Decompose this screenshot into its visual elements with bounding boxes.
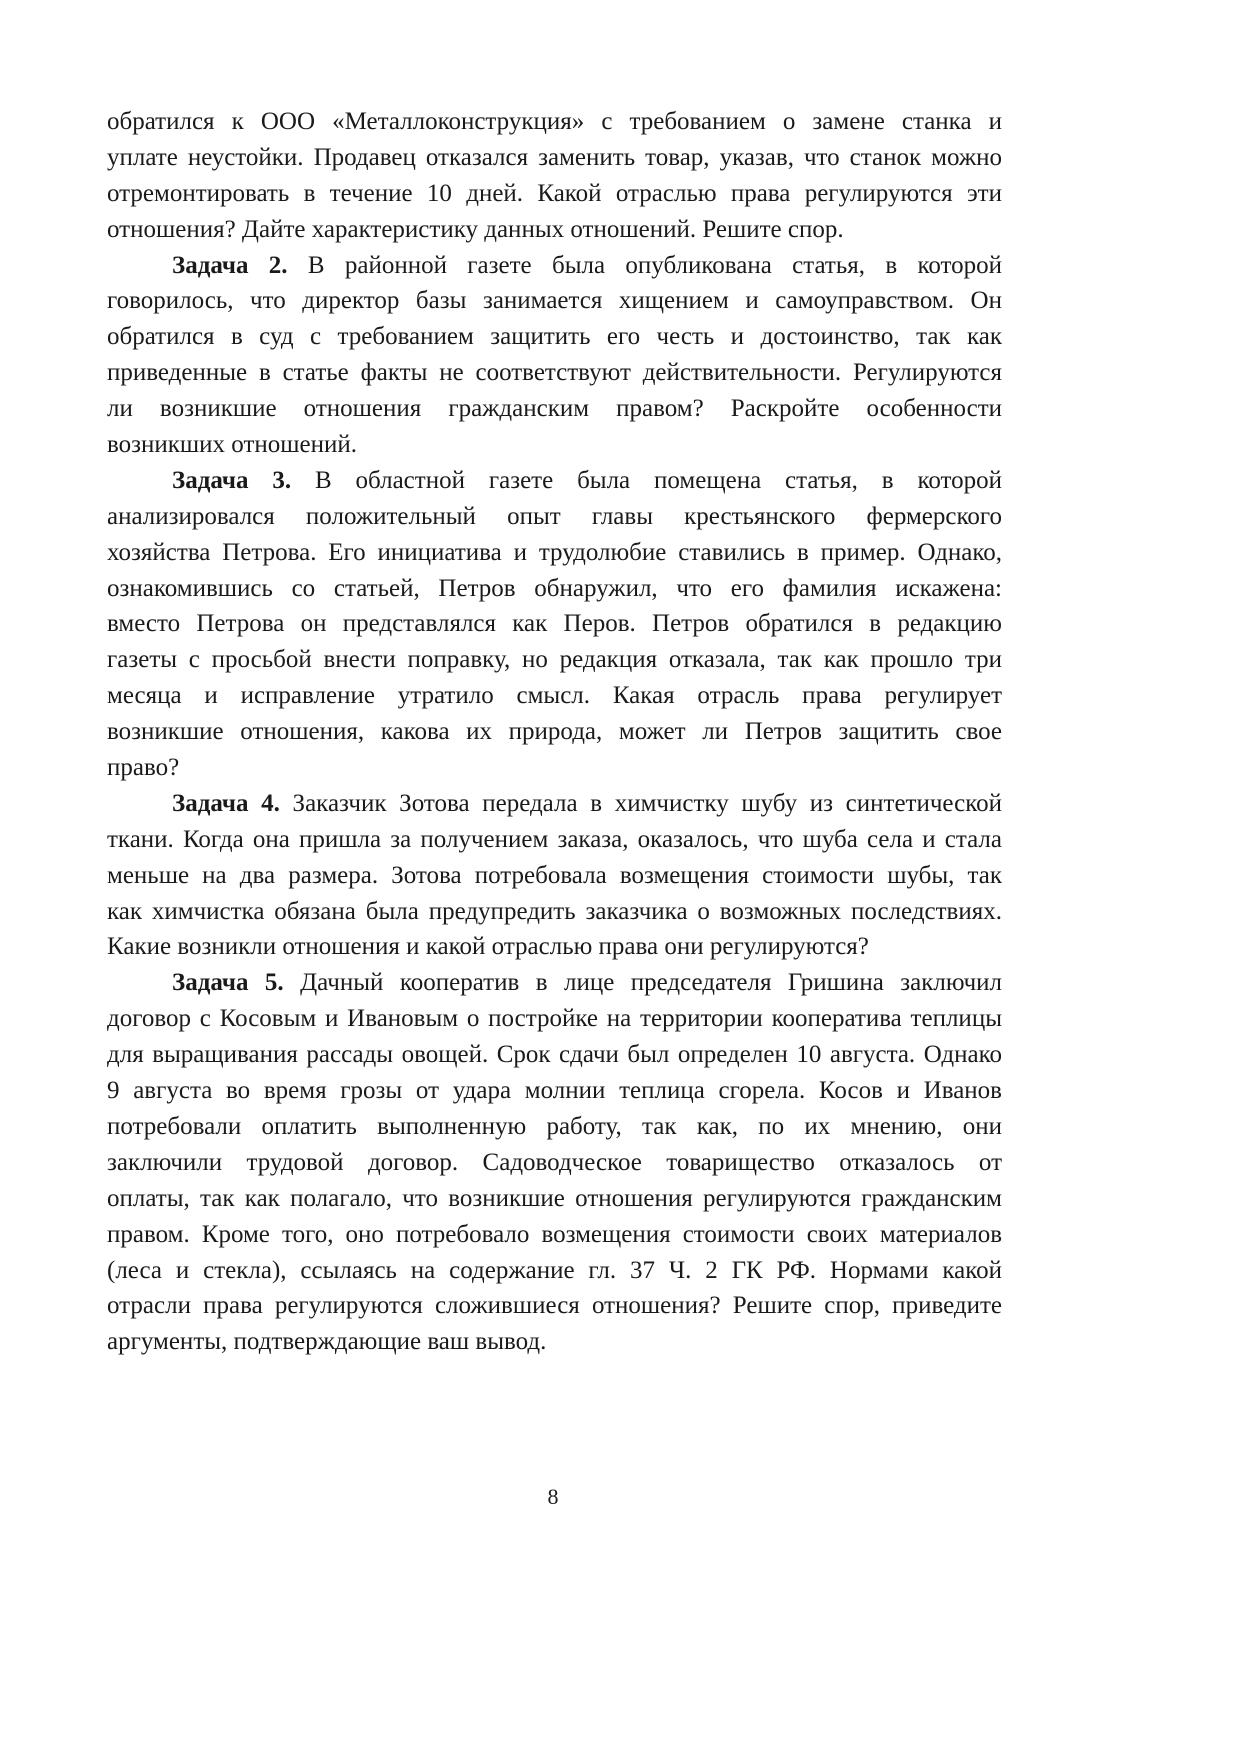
text-line [107, 1217, 1002, 1253]
line-text: право? [107, 754, 180, 782]
text-line [107, 1037, 1002, 1073]
page-number: 8 [547, 1484, 559, 1509]
line-text: месяца и исправление утратило смысл. Какая отрасль права регулирует [107, 682, 1002, 710]
text-line [107, 606, 1002, 642]
task-paragraph [107, 965, 1002, 1360]
text-line [107, 355, 1002, 391]
task-label: Задача 3. [172, 466, 292, 494]
task-paragraph [107, 248, 1002, 463]
line-text: возникших отношений. [107, 431, 357, 459]
line-text: правом. Кроме того, оно потребовало возмещения стоимости своих материалов [107, 1220, 1002, 1248]
line-text: для выращивания рассады овощей. Срок сдачи был определен 10 августа. Однако [107, 1041, 1002, 1069]
line-text: договор с Косовым и Ивановым о постройке на территории кооператива теплицы [107, 1005, 1002, 1033]
line-text: вместо Петрова он представлялся как Перов. Петров обратился в редакцию [107, 610, 1002, 638]
text-line [107, 965, 1002, 1001]
task-label: Задача 4. [172, 789, 280, 817]
text-line [107, 1253, 1002, 1289]
text-line [107, 714, 1002, 750]
task-label: Задача 2. [172, 251, 288, 279]
line-text: Заказчик Зотова передала в химчистку шубу из синтетической [279, 789, 1002, 817]
text-line [107, 1073, 1002, 1109]
line-text: отношения? Дайте характеристику данных отношений. Решите спор. [107, 215, 844, 243]
text-line [107, 319, 1002, 355]
text-line [107, 104, 1002, 140]
line-text: газеты с просьбой внести поправку, но редакция отказала, так как прошло три [107, 646, 1002, 674]
text-line [107, 463, 1002, 499]
line-text: аргументы, подтверждающие ваш вывод. [107, 1328, 547, 1356]
line-text: хозяйства Петрова. Его инициатива и трудолюбие ставились в пример. Однако, [107, 538, 1002, 566]
line-text: В районной газете была опубликована статья, в которой [287, 251, 1002, 279]
line-text: Дачный кооператив в лице председателя Гришина заключил [283, 969, 1002, 997]
line-text: потребовали оплатить выполненную работу, так как, по их мнению, они [107, 1112, 1002, 1140]
text-line [107, 1109, 1002, 1145]
task-paragraph [107, 463, 1002, 786]
line-text: (леса и стекла), ссылаясь на содержание гл. 37 Ч. 2 ГК РФ. Нормами какой [107, 1256, 1002, 1284]
line-text: В областной газете была помещена статья, в которой [291, 466, 1002, 494]
text-line [107, 822, 1002, 858]
text-line [107, 678, 1002, 714]
line-text: уплате неустойки. Продавец отказался заменить товар, указав, что станок можно [107, 143, 1002, 171]
line-text: Какие возникли отношения и какой отраслью права они регулируются? [107, 933, 869, 961]
text-line [107, 283, 1002, 319]
text-line [107, 642, 1002, 678]
text-line [107, 427, 1002, 463]
text-line [107, 535, 1002, 571]
text-line [107, 140, 1002, 176]
line-text: обратился в суд с требованием защитить его честь и достоинство, так как [107, 323, 1002, 351]
text-line [107, 929, 1002, 965]
text-line [107, 1288, 1002, 1324]
line-text: 9 августа во время грозы от удара молнии теплица сгорела. Косов и Иванов [107, 1077, 1002, 1105]
line-text: оплаты, так как полагало, что возникшие отношения регулируются гражданским [107, 1184, 1002, 1212]
line-text: приведенные в статье факты не соответствуют действительности. Регулируются [107, 359, 1002, 387]
text-line [107, 212, 1002, 248]
line-text: обратился к ООО «Металлоконструкция» с требованием о замене станка и [107, 108, 1002, 135]
line-text: ли возникшие отношения гражданским правом? Раскройте особенности [107, 395, 1002, 423]
document-body [107, 104, 1002, 1360]
line-text: возникшие отношения, какова их природа, может ли Петров защитить свое [107, 718, 1002, 746]
text-line [107, 1181, 1002, 1217]
text-line [107, 499, 1002, 535]
line-text: отремонтировать в течение 10 дней. Какой отраслью права регулируются эти [107, 179, 1002, 207]
task-label: Задача 5. [172, 969, 284, 997]
line-text: ознакомившись со статьей, Петров обнаружил, что его фамилия искажена: [107, 574, 1002, 602]
line-text: говорилось, что директор базы занимается хищением и самоуправством. Он [107, 287, 1002, 315]
paragraph [107, 104, 1002, 248]
line-text: заключили трудовой договор. Садоводческое товарищество отказалось от [107, 1148, 1002, 1176]
text-line [107, 858, 1002, 894]
line-text: ткани. Когда она пришла за получением заказа, оказалось, что шуба села и стала [107, 825, 1002, 853]
line-text: отрасли права регулируются сложившиеся отношения? Решите спор, приведите [107, 1292, 1002, 1320]
text-line [107, 248, 1002, 284]
line-text: как химчистка обязана была предупредить заказчика о возможных последствиях. [107, 897, 1002, 925]
text-line [107, 786, 1002, 822]
text-line [107, 571, 1002, 607]
text-line [107, 750, 1002, 786]
text-line [107, 1324, 1002, 1360]
text-line [107, 894, 1002, 930]
task-paragraph [107, 786, 1002, 965]
line-text: анализировался положительный опыт главы крестьянского фермерского [107, 502, 1002, 530]
line-text: меньше на два размера. Зотова потребовала возмещения стоимости шубы, так [107, 861, 1002, 889]
text-line [107, 391, 1002, 427]
text-line [107, 1001, 1002, 1037]
text-line [107, 176, 1002, 212]
text-line [107, 1145, 1002, 1181]
